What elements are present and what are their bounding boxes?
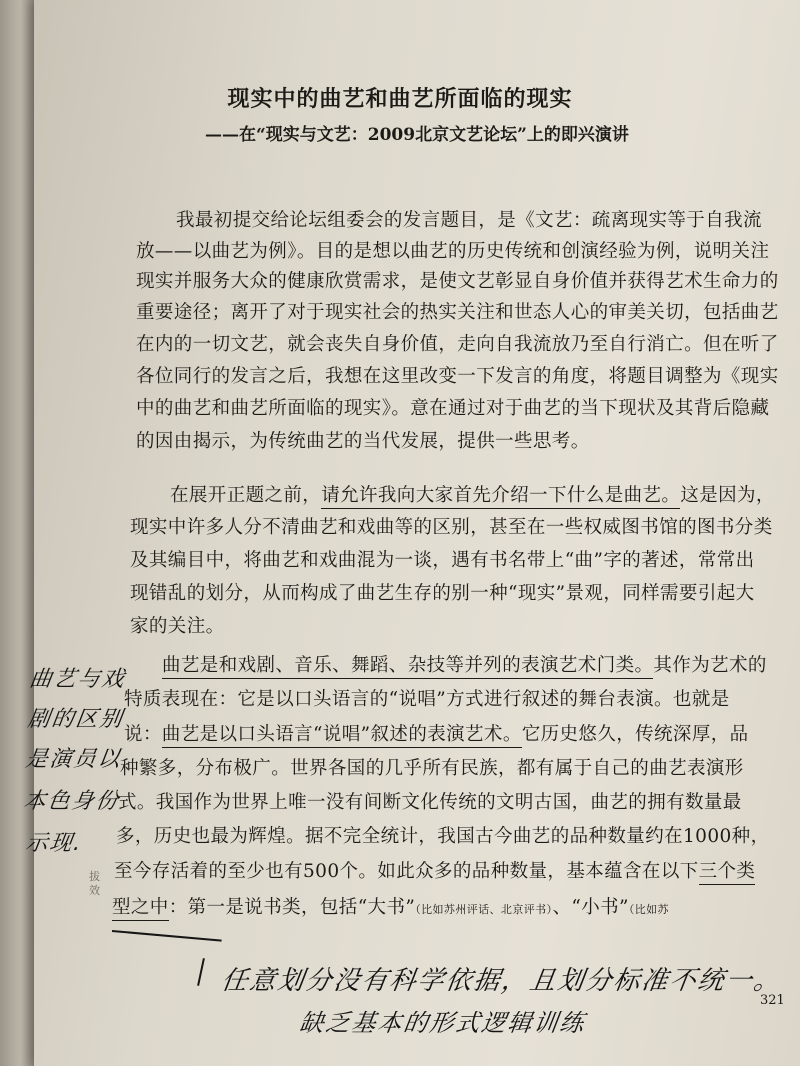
body-line: [170, 481, 775, 507]
handwritten-margin-note: 曲艺与戏: [27, 667, 128, 692]
body-line: 种繁多，分布极广。世界各国的几乎所有民族，都有属于自己的曲艺表演形: [120, 758, 744, 779]
underlined-text: 曲艺是以口头语言“说唱”叙述的表演艺术。: [162, 724, 522, 748]
body-line: 我最初提交给论坛组委会的发言题目，是《文艺：疏离现实等于自我流: [176, 210, 762, 231]
note-text: （比如苏州评话、北京评书）: [415, 903, 553, 916]
body-text: 、“小书”: [552, 897, 629, 918]
body-line: 多，历史也最为辉煌。据不完全统计，我国古今曲艺的品种数量约在1000种，: [116, 826, 770, 847]
body-line: [124, 720, 749, 746]
book-spine: [0, 0, 34, 1066]
underlined-text: 曲艺是和戏剧、音乐、舞蹈、杂技等并列的表演艺术门类。: [162, 655, 653, 679]
page-number: 321: [760, 993, 785, 1008]
body-text: 它历史悠久，传统深厚，品: [521, 724, 749, 745]
body-text: 这是因为，: [680, 485, 775, 506]
body-line: 中的曲艺和曲艺所面临的现实》。意在通过对于曲艺的当下现状及其背后隐藏: [136, 398, 770, 419]
handwritten-bottom-note: 任意划分没有科学依据，且划分标准不统一。: [219, 966, 784, 996]
body-text: 其作为艺术的: [653, 655, 767, 676]
body-line: 特质表现在：它是以口头语言的“说唱”方式进行叙述的舞台表演。也就是: [124, 689, 730, 710]
body-line: 现错乱的划分，从而构成了曲艺生存的别一种“现实”景观，同样需要引起大: [130, 583, 755, 604]
body-line: [112, 893, 669, 919]
body-text: 在展开正题之前，: [170, 485, 322, 506]
body-line: 现实并服务大众的健康欣赏需求，是使文艺彰显自身价值并获得艺术生命力的: [136, 271, 779, 292]
pencil-mark: 拔 效: [89, 870, 100, 897]
handwritten-margin-note: 是演员以: [23, 747, 124, 772]
body-text: 至今存活着的至少也有500个。如此众多的品种数量，基本蕴含在以下: [114, 861, 699, 882]
body-line: 家的关注。: [130, 616, 225, 637]
page-title: 现实中的曲艺和曲艺所面临的现实: [227, 86, 573, 112]
handwritten-margin-note: 本色身份: [21, 789, 122, 814]
body-line: 各位同行的发言之后，我想在这里改变一下发言的角度，将题目调整为《现实: [136, 366, 779, 387]
underlined-text: 型之中: [112, 897, 169, 921]
body-line: 及其编目中，将曲艺和戏曲混为一谈，遇有书名带上“曲”字的著述，常常出: [130, 550, 755, 571]
body-line: 的因由揭示，为传统曲艺的当代发展，提供一些思考。: [136, 431, 590, 452]
handwritten-bottom-note: 缺乏基本的形式逻辑训练: [297, 1009, 588, 1037]
body-line: 现实中许多人分不清曲艺和戏曲等的区别，甚至在一些权威图书馆的图书分类: [130, 517, 773, 538]
body-line: 在内的一切文艺，就会丧失自身价值，走向自我流放乃至自行消亡。但在听了: [136, 334, 779, 355]
page-subtitle: ——在“现实与文艺：2009北京文艺论坛”上的即兴演讲: [205, 125, 629, 145]
body-line: 式。我国作为世界上唯一没有间断文化传统的文明古国，曲艺的拥有数量最: [118, 792, 742, 813]
body-line: [114, 857, 755, 883]
body-text: 说：: [124, 724, 162, 745]
body-text: ：第一是说书类，包括“大书”: [168, 897, 416, 918]
underlined-text: 三个类: [699, 861, 756, 885]
body-line: 重要途径；离开了对于现实社会的热实关注和世态人心的审美关切，包括曲艺: [136, 302, 779, 323]
handwritten-margin-note: 示现.: [23, 831, 85, 856]
note-text: （比如苏: [628, 903, 669, 916]
underlined-text: 请允许我向大家首先介绍一下什么是曲艺。: [321, 485, 680, 509]
body-line: [162, 651, 767, 677]
body-line: 放——以曲艺为例》。目的是想以曲艺的历史传统和创演经验为例，说明关注: [136, 241, 770, 262]
handwritten-margin-note: 剧的区别: [25, 707, 126, 732]
